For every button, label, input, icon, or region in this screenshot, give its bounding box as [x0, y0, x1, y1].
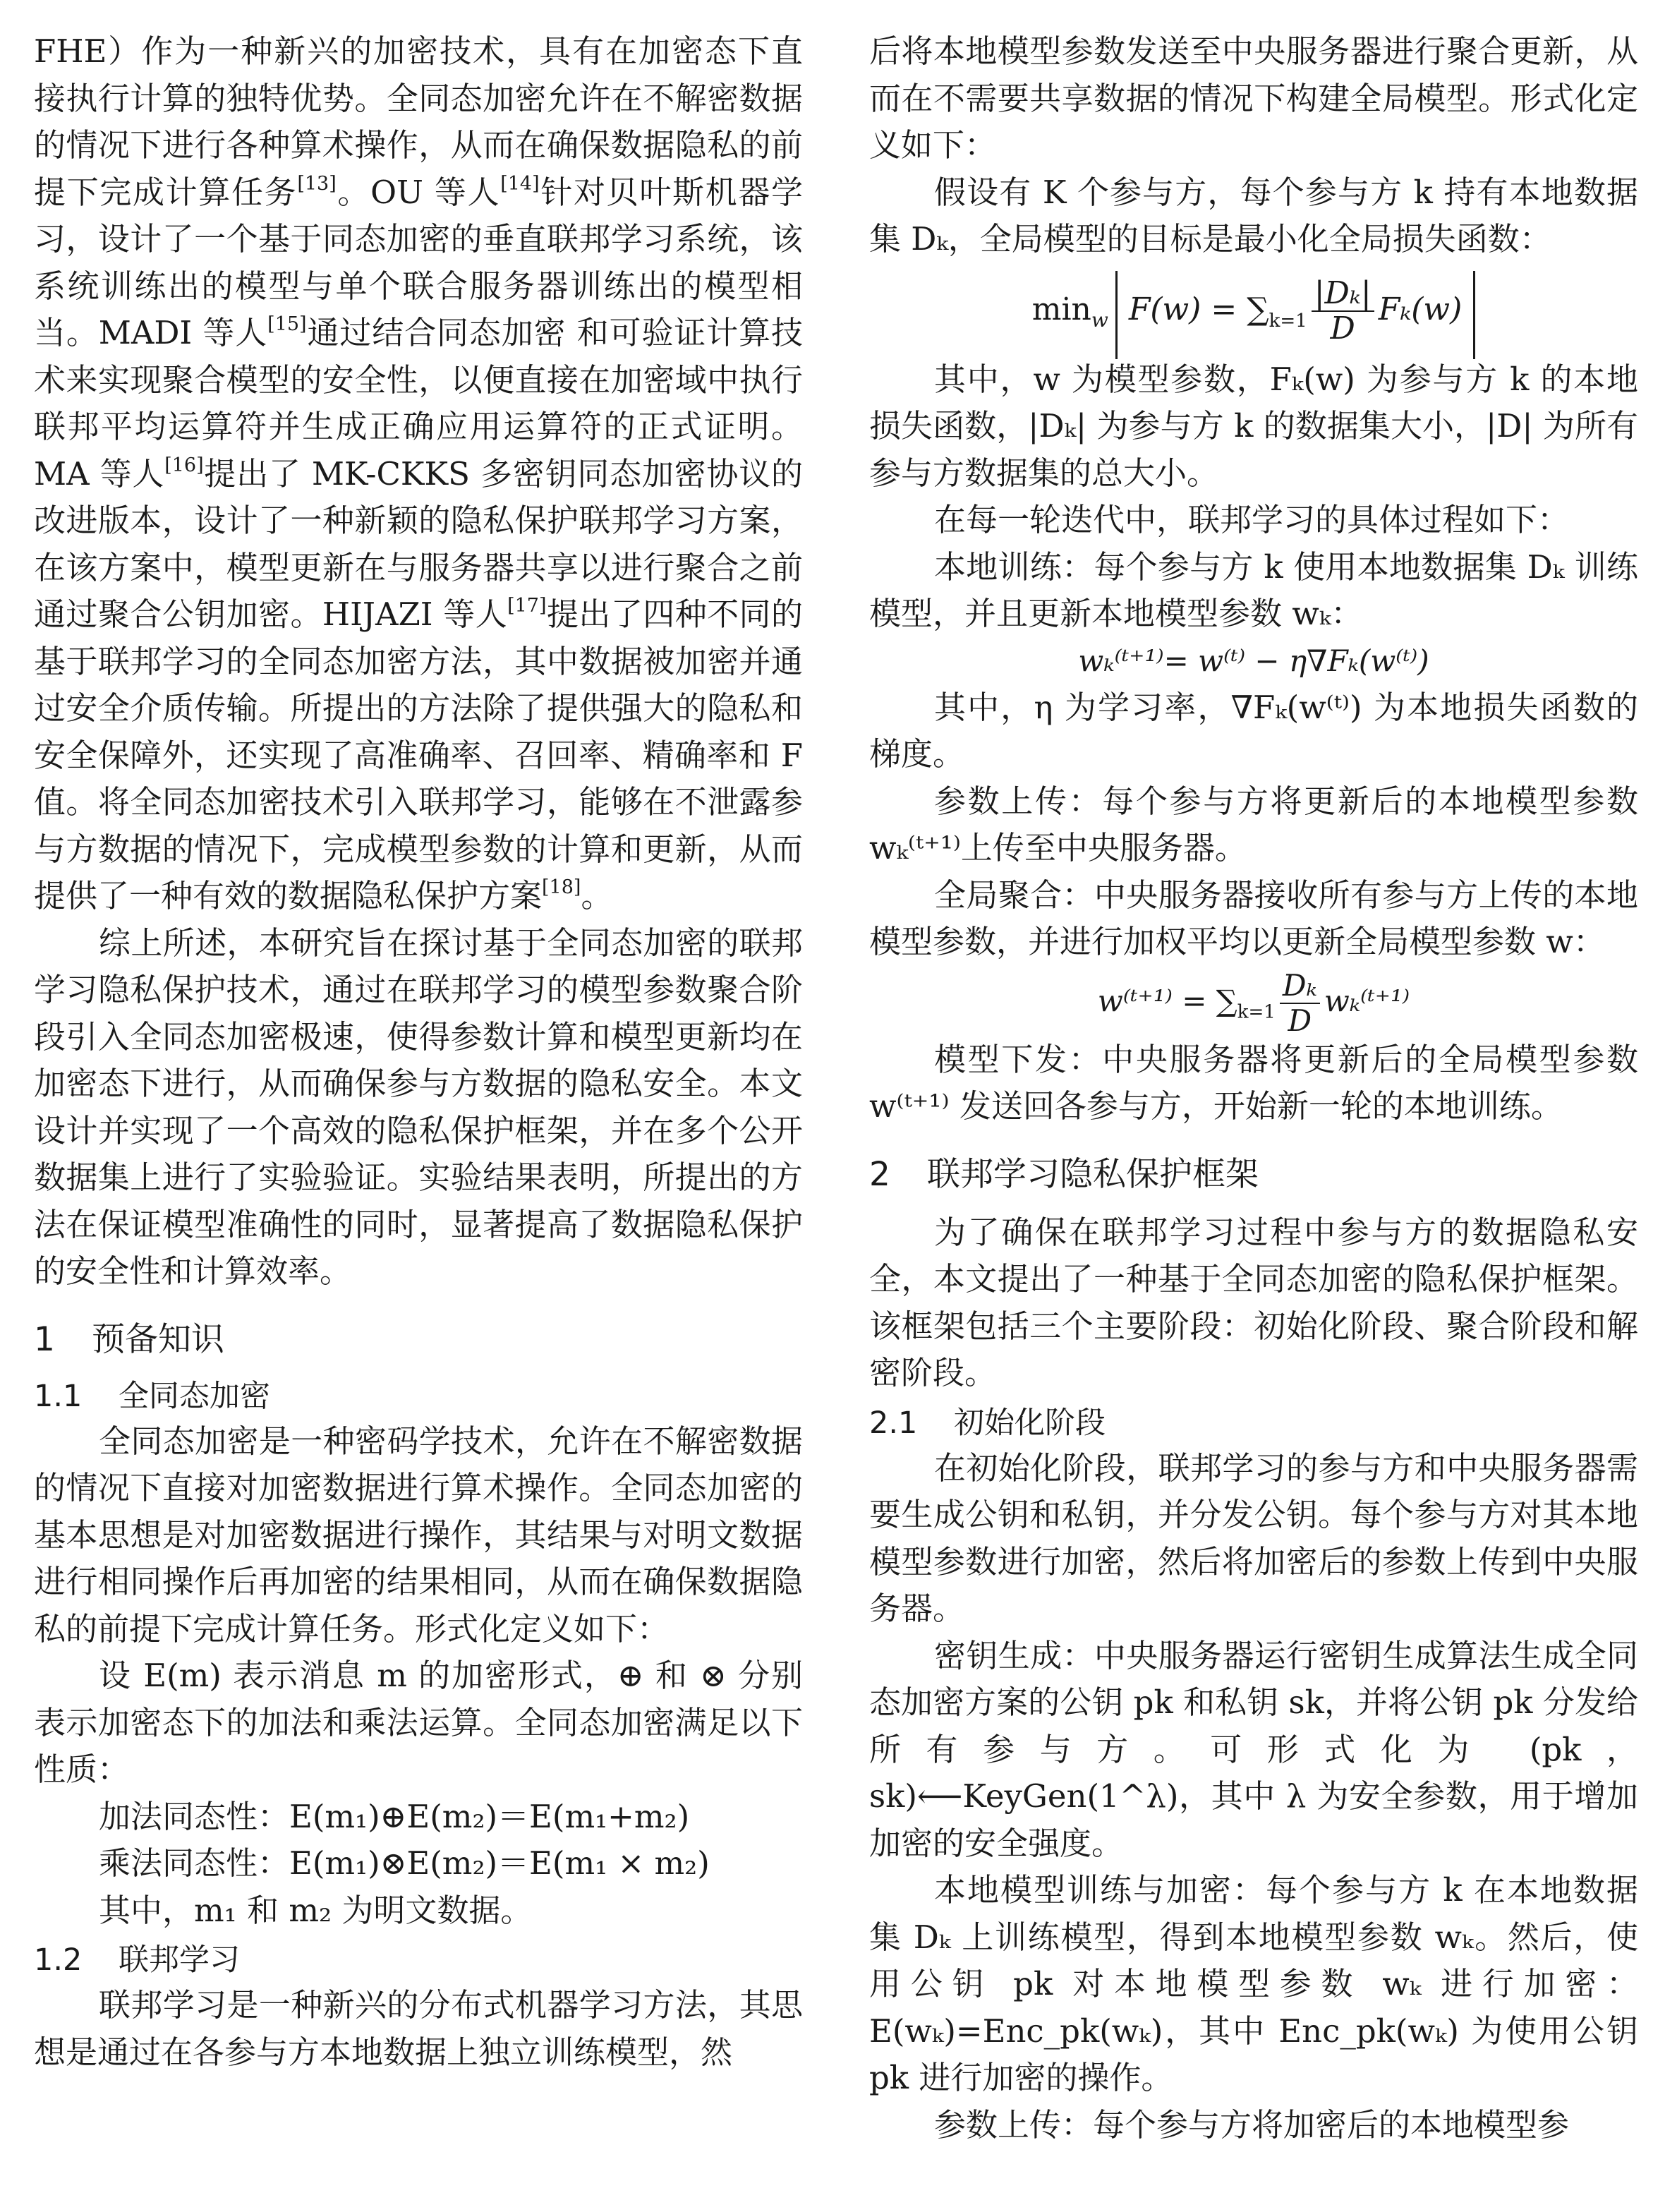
global-loss-formula: $\min_w F(w) = \sum_{k=1}$ $\frac{\text{|Dₖ|}}{D}$ Fₖ(w)	[869, 263, 1638, 356]
fhe-definition-paragraph: 设 E(m) 表示消息 m 的加密形式，⊕ 和 ⊗ 分别表示加密态下的加法和乘法运算。全同态加密满足以下性质：	[34, 1657, 803, 1788]
intro-paragraph-2: 综上所述，本研究旨在探讨基于全同态加密的联邦学习隐私保护技术，通过在联邦学习的模型参数聚合阶段引入全同态加密极速，使得参数计算和模型更新均在加密态下进行，从而确保参与方数据的隐私安全。本文设计并实现了一个高效的隐私保护框架，并在多个公开数据集上进行了实验验证。实验结果表明，所提出的方法在保证模型准确性的同时，显著提高了数据隐私保护的安全性和计算效率。	[34, 924, 803, 1290]
subsection-heading-2-1: 2.1 初始化阶段	[869, 1405, 1106, 1441]
local-training-step: 本地训练：每个参与方 k 使用本地数据集 Dₖ 训练模型，并且更新本地模型参数 wₖ：	[869, 548, 1638, 632]
local-encryption-paragraph: 本地模型训练与加密：每个参与方 k 在本地数据集 Dₖ 上训练模型，得到本地模型参数 wₖ。然后，使用公钥 pk 对本地模型参数 wₖ 进行加密：E(wₖ)=Enc_pk(wₖ)，其中 Enc_pk(wₖ) 为使用公钥 pk 进行加密的操作。	[869, 1871, 1638, 2096]
fl-assumption-paragraph: 假设有 K 个参与方，每个参与方 k 持有本地数据集 Dₖ，全局模型的目标是最小化全局损失函数：	[869, 173, 1638, 258]
multiplicative-homomorphism: 乘法同态性：E(m₁)⊗E(m₂)＝E(m₁ × m₂)	[99, 1844, 710, 1882]
subsection-heading-1-2: 1.2 联邦学习	[34, 1942, 240, 1978]
citation-15: [15]	[267, 313, 307, 335]
loss-notation-paragraph: 其中，w 为模型参数，Fₖ(w) 为参与方 k 的本地损失函数，|Dₖ| 为参与方 k 的数据集大小，|D| 为所有参与方数据集的总大小。	[869, 360, 1638, 492]
fhe-paragraph: 全同态加密是一种密码学技术，允许在不解密数据的情况下直接对加密数据进行算术操作。全同态加密的基本思想是对加密数据进行操作，其结果与对明文数据进行相同操作后再加密的结果相同，从而在确保数据隐私的前提下完成计算任务。形式化定义如下：	[34, 1422, 803, 1648]
gradient-update-formula: wₖ⁽ᵗ⁺¹⁾= w⁽ᵗ⁾ − η∇Fₖ(w⁽ᵗ⁾)	[1078, 643, 1429, 678]
additive-homomorphism: 加法同态性：E(m₁)⊕E(m₂)＝E(m₁+m₂)	[99, 1797, 690, 1835]
right-column	[869, 28, 1638, 2148]
citation-16: [16]	[164, 454, 204, 476]
model-distribution-step: 模型下发：中央服务器将更新后的全局模型参数 w⁽ᵗ⁺¹⁾ 发送回各参与方，开始新一轮的本地训练。	[869, 1040, 1638, 1125]
section-heading-2: 2 联邦学习隐私保护框架	[869, 1154, 1259, 1194]
citation-13: [13]	[297, 172, 337, 195]
weighted-average-formula: w⁽ᵗ⁺¹⁾ = $\sum_{k=1}$ $\frac{\text{Dₖ}}{D}$ wₖ⁽ᵗ⁺¹⁾	[1097, 967, 1410, 1038]
section-heading-1: 1 预备知识	[34, 1319, 224, 1359]
fl-paragraph-continued: 后将本地模型参数发送至中央服务器进行聚合更新，从而在不需要共享数据的情况下构建全局模型。形式化定义如下：	[869, 32, 1638, 164]
citation-17: [17]	[507, 595, 547, 617]
parameter-upload-step: 参数上传：每个参与方将更新后的本地模型参数 wₖ⁽ᵗ⁺¹⁾上传至中央服务器。	[869, 782, 1638, 866]
encrypted-upload-paragraph: 参数上传：每个参与方将加密后的本地模型参	[934, 2105, 1570, 2144]
learning-rate-note: 其中，η 为学习率，∇Fₖ(w⁽ᵗ⁾) 为本地损失函数的梯度。	[869, 688, 1638, 773]
framework-overview: 为了确保在联邦学习过程中参与方的数据隐私安全，本文提出了一种基于全同态加密的隐私保护框架。该框架包括三个主要阶段：初始化阶段、聚合阶段和解密阶段。	[869, 1213, 1638, 1391]
initialization-paragraph: 在初始化阶段，联邦学习的参与方和中央服务器需要生成公钥和私钥，并分发公钥。每个参与方对其本地模型参数进行加密，然后将加密后的参数上传到中央服务器。	[869, 1449, 1638, 1627]
iteration-intro: 在每一轮迭代中，联邦学习的具体过程如下：	[934, 501, 1570, 538]
key-generation-paragraph: 密钥生成：中央服务器运行密钥生成算法生成全同态加密方案的公钥 pk 和私钥 sk，并将公钥 pk 分发给所有参与方。可形式化为 (pk，sk)⟵KeyGen(1^λ)，其中 λ 为安全参数，用于增加加密的安全强度。	[869, 1636, 1638, 1862]
citation-14: [14]	[500, 172, 540, 195]
fl-paragraph: 联邦学习是一种新兴的分布式机器学习方法，其思想是通过在各参与方本地数据上独立训练模型，然	[34, 1986, 803, 2071]
subsection-heading-1-1: 1.1 全同态加密	[34, 1378, 270, 1414]
intro-paragraph-1: FHE）作为一种新兴的加密技术，具有在加密态下直接执行计算的独特优势。全同态加密允许在不解密数据的情况下进行各种算术操作，从而在确保数据隐私的前提下完成计算任务[13]。OU 等人[14]针对贝叶斯机器学习，设计了一个基于同态加密的垂直联邦学习系统，该系统训练出的模型与单个联合服务器训练出的模型相当。MADI 等人[15]通过结合同态加密 和可验证计算技术来实现聚合模型的安全性，以便直接在加密域中执行联邦平均运算符并生成正确应用运算符的正式证明。MA 等人[16]提出了 MK-CKKS 多密钥同态加密协议的改进版本，设计了一种新颖的隐私保护联邦学习方案，在该方案中，模型更新在与服务器共享以进行聚合之前通过聚合公钥加密。HIJAZI 等人[17]提出了四种不同的基于联邦学习的全同态加密方法，其中数据被加密并通过安全介质传输。所提出的方法除了提供强大的隐私和安全保障外，还实现了高准确率、召回率、精确率和 F 值。将全同态加密技术引入联邦学习，能够在不泄露参与方数据的情况下，完成模型参数的计算和更新，从而提供了一种有效的数据隐私保护方案[18]。	[34, 32, 804, 914]
plaintext-note: 其中，m₁ 和 m₂ 为明文数据。	[99, 1891, 533, 1929]
left-column	[34, 28, 803, 2076]
citation-18: [18]	[542, 876, 581, 898]
global-aggregation-step: 全局聚合：中央服务器接收所有参与方上传的本地模型参数，并进行加权平均以更新全局模型参数 w：	[869, 876, 1638, 960]
